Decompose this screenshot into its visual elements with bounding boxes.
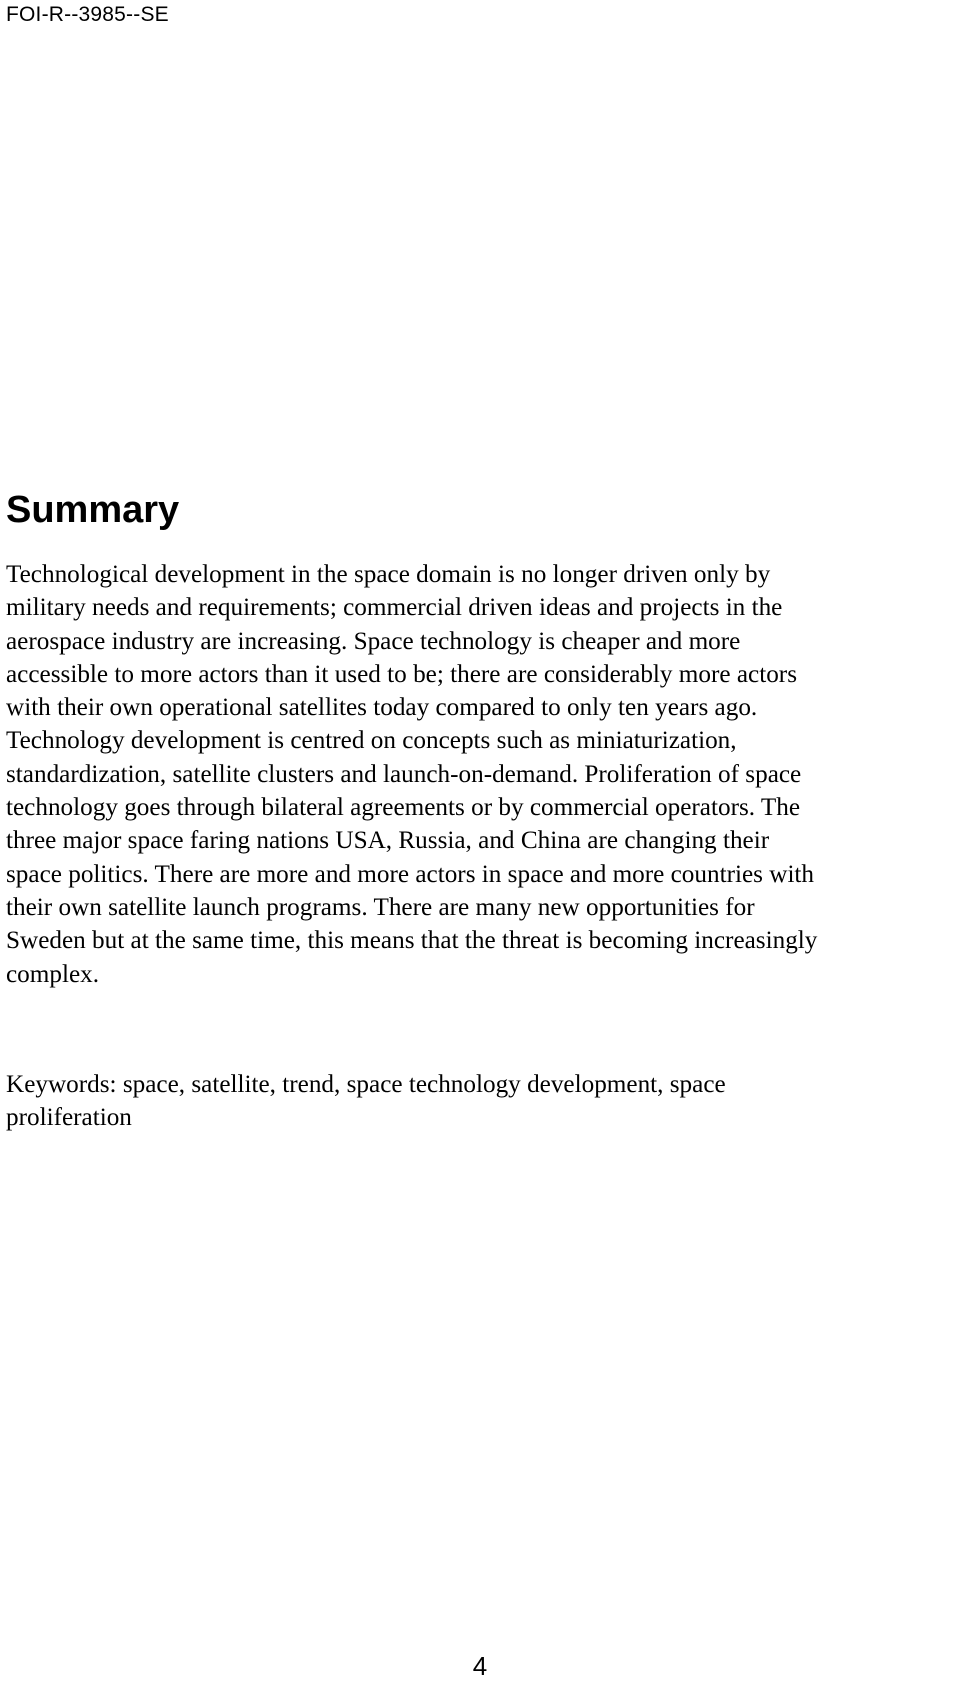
summary-line: accessible to more actors than it used to be; there are considerably more actors <box>6 660 797 688</box>
keywords-line: proliferation <box>6 1104 132 1132</box>
summary-line: three major space faring nations USA, Russia, and China are changing their <box>6 827 770 855</box>
summary-line: with their own operational satellites today compared to only ten years ago. <box>6 694 758 722</box>
summary-line: military needs and requirements; commercial driven ideas and projects in the <box>6 594 783 622</box>
document-id: FOI-R--3985--SE <box>6 3 169 26</box>
summary-line: standardization, satellite clusters and launch-on-demand. Proliferation of space <box>6 760 802 788</box>
summary-line: Technological development in the space domain is no longer driven only by <box>6 561 771 588</box>
summary-line: their own satellite launch programs. There are many new opportunities for <box>6 893 755 921</box>
keywords-paragraph <box>6 1068 956 1135</box>
page-number: 4 <box>472 1651 488 1681</box>
summary-paragraph <box>6 558 956 991</box>
summary-line: aerospace industry are increasing. Space technology is cheaper and more <box>6 627 741 655</box>
summary-line: Sweden but at the same time, this means that the threat is becoming increasingly <box>6 927 818 955</box>
section-heading-summary: Summary <box>6 489 180 531</box>
summary-line: complex. <box>6 960 100 988</box>
keywords-line: Keywords: space, satellite, trend, space technology development, space <box>6 1071 726 1098</box>
summary-line: technology goes through bilateral agreements or by commercial operators. The <box>6 794 801 822</box>
summary-line: space politics. There are more and more actors in space and more countries with <box>6 860 815 888</box>
summary-line: Technology development is centred on concepts such as miniaturization, <box>6 727 737 755</box>
